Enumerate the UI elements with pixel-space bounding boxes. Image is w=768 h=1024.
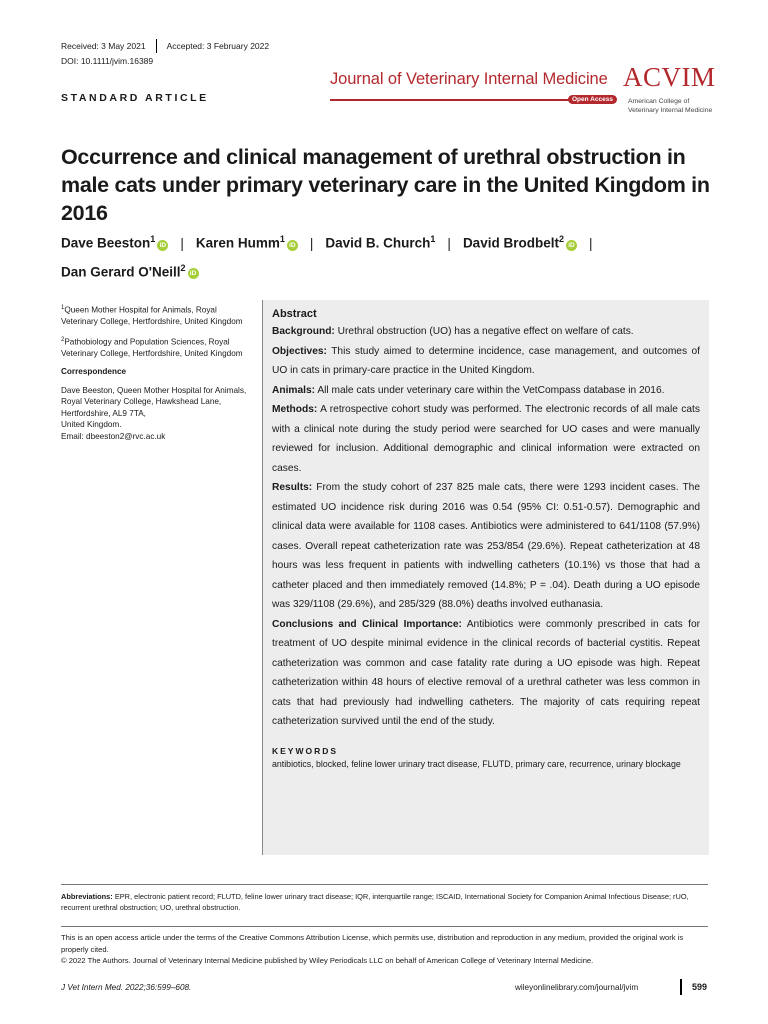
date-separator: [156, 39, 157, 53]
abstract-section: Animals: All male cats under veterinary care within the VetCompass database in 2016.: [272, 384, 665, 396]
article-title: Occurrence and clinical management of urethral obstruction in male cats under primary veterinary care in the United Kingdom in 2016: [61, 145, 710, 225]
author[interactable]: David B. Church$^1$: [325, 234, 436, 251]
acvim-subtitle: American College of Veterinary Internal Medicine: [628, 98, 713, 114]
keywords-heading: KEYWORDS: [272, 745, 339, 756]
doi[interactable]: DOI: 10.1111/jvim.16389: [61, 56, 154, 66]
author-separator: |: [180, 235, 184, 251]
author[interactable]: Dan Gerard O'Neill$^2$iD: [61, 256, 199, 285]
abstract-section: Conclusions and Clinical Importance: Antibiotics were commonly prescribed in cats for treatment of UO despite minimal evidence in the clinical records of bacterial cystitis. Repeat catheterization was common and case fatality rate during a UO episode was high. Repeat catheterization within 48 hours of elective removal of a urethral catheter was less common in cats that had previously had indwelling catheters. The majority of cats requiring repeat catheterization survived until the end of the study.: [272, 618, 701, 727]
license-divider: [61, 926, 708, 927]
abstract-box: [262, 300, 709, 855]
author-list: [61, 227, 701, 284]
accepted-date: Accepted: 3 February 2022: [166, 41, 270, 51]
license-notice: This is an open access article under the terms of the Creative Commons Attribution License, which permits use, distribution and reproduction in any medium, provided the original work is properly cited. © 2022 The Authors. Journal of Veterinary Internal Medicine published by Wiley Periodicals LLC on behalf of American College of Veterinary Internal Medicine.: [61, 933, 684, 965]
article-type: STANDARD ARTICLE: [61, 92, 209, 104]
orcid-icon[interactable]: iD: [157, 240, 168, 251]
author-separator: |: [588, 235, 593, 251]
abstract-section: Objectives: This study aimed to determine incidence, case management, and outcomes of UO in cats in primary-care practice in the United Kingdom.: [272, 345, 700, 376]
author[interactable]: Karen Humm$^1$iD: [196, 227, 298, 256]
author-separator: |: [447, 235, 451, 251]
orcid-icon[interactable]: iD: [287, 240, 298, 251]
page-number: 599: [692, 982, 708, 992]
author[interactable]: David Brodbelt$^2$iD: [463, 227, 577, 256]
orcid-icon[interactable]: iD: [188, 268, 199, 279]
orcid-icon[interactable]: iD: [566, 240, 577, 251]
received-date: Received: 3 May 2021: [61, 41, 146, 51]
article-dates: [61, 39, 269, 53]
keywords-list: antibiotics, blocked, feline lower urinary tract disease, FLUTD, primary care, recurrence, urinary blockage: [272, 758, 681, 769]
footer-separator: [680, 979, 682, 995]
affiliation-item: $^2$Pathobiology and Population Sciences, Royal Veterinary College, Hertfordshire, United Kingdom: [61, 336, 243, 358]
affiliation-item: $^1$Queen Mother Hospital for Animals, Royal Veterinary College, Hertfordshire, United Kingdom: [61, 305, 243, 327]
abstract-section: Background: Urethral obstruction (UO) has a negative effect on welfare of cats.: [272, 326, 634, 337]
correspondence-email[interactable]: Email: dbeeston2@rvc.ac.uk: [61, 431, 166, 441]
correspondence-text: Dave Beeston, Queen Mother Hospital for Animals, Royal Veterinary College, Hawkshead Lane, Hertfordshire, AL9 7TA, United Kingdom. Email: dbeeston2@rvc.ac.uk: [61, 385, 251, 443]
acvim-logo: ACVIM: [623, 62, 716, 92]
abstract-heading: Abstract: [272, 308, 317, 320]
abbreviations: Abbreviations: EPR, electronic patient record; FLUTD, feline lower urinary tract disease; IQR, interquartile range; ISCAID, International Society for Companion Animal Infectious Disease; rUO, recurrent urethral obstruction; UO, urethral obstruction.: [61, 892, 689, 912]
abstract-section: Results: From the study cohort of 237 825 male cats, there were 1293 incident cases. The estimated UO incidence risk during 2016 was 0.54 (95% CI: 0.51-0.57). Demographic and clinical data were available for 1108 cases. Antibiotics were administered to 641/1108 (57.9%) cases. Overall repeat catheterization rate was 253/854 (29.6%). Repeat catheterization at 48 hours was less frequent in patients with indwelling catheters (10.1%) vs those that had a catheter placed and then immediately removed (14.8%; P = .04). Death during a UO episode was 329/1108 (29.6%), and 285/329 (88.0%) deaths involved euthanasia.: [272, 482, 700, 610]
footer-url[interactable]: wileyonlinelibrary.com/journal/jvim: [515, 983, 639, 992]
affiliations: [61, 303, 251, 442]
author[interactable]: Dave Beeston$^1$iD: [61, 227, 168, 256]
abstract-section: Methods: A retrospective cohort study was performed. The electronic records of all male cats with a clinical note during the study period were searched for UO cases and were manually reviewed for inclusion. Additional demographic and clinical information were extracted on cases.: [272, 404, 700, 474]
author-separator: |: [309, 235, 314, 251]
footer-citation: J Vet Intern Med. 2022;36:599–608.: [61, 983, 192, 992]
journal-name[interactable]: Journal of Veterinary Internal Medicine: [330, 70, 608, 88]
abbreviations-divider: [61, 884, 708, 885]
open-access-badge: Open Access: [568, 95, 617, 104]
correspondence-heading: Correspondence: [61, 367, 127, 377]
